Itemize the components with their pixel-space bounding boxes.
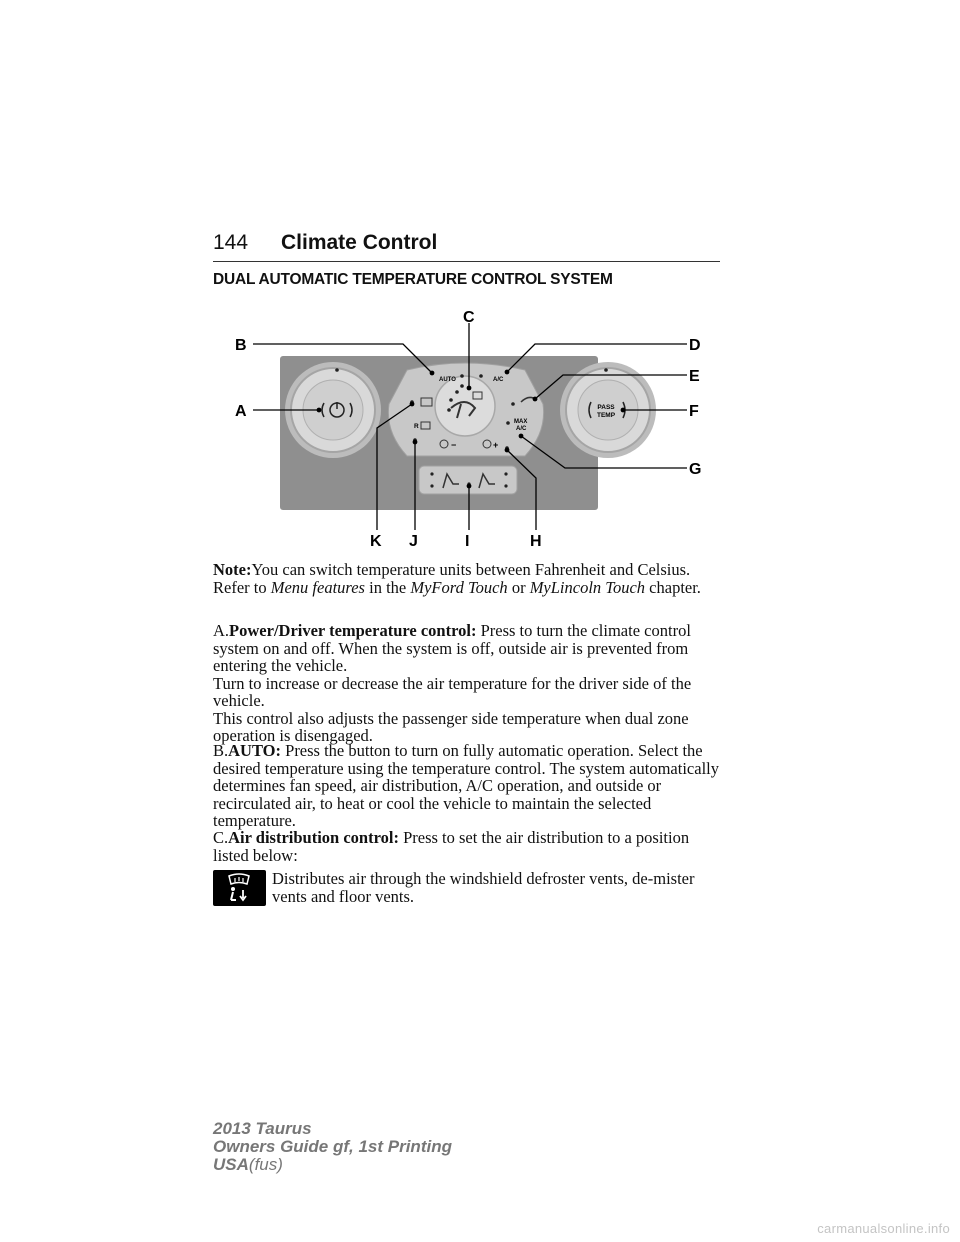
callout-b: B [235,337,247,354]
center-button-cluster [388,363,543,456]
ac-label: A/C [493,377,504,383]
header-rule [213,261,720,262]
auto-label: AUTO [439,377,456,383]
chapter-title: Climate Control [281,231,438,254]
note-text-3: or [507,577,530,597]
footer-line-3b: (fus) [248,1155,283,1174]
item-a-title: Power/Driver temperature control: [229,621,477,640]
max-ac-label-1: MAX [514,419,528,425]
climate-control-diagram [225,308,715,548]
footer-line-3a: USA [213,1155,249,1174]
note-paragraph [213,561,723,596]
item-a-letter: A. [213,621,230,640]
item-b-title: AUTO: [228,741,282,760]
footer-line-1: 2013 Taurus [213,1119,312,1138]
icon-description: Distributes air through the windshield defroster vents, de-mister vents and floor vents. [272,869,695,906]
item-c-text: Press to set the air distribution to a position listed below: [213,828,690,865]
page-number: 144 [213,231,249,254]
callout-c: C [463,309,475,326]
note-text-4: chapter. [645,577,701,597]
seat-controls [419,466,517,494]
callout-i: I [465,533,470,548]
item-c [213,829,723,864]
callout-a: A [235,403,247,420]
note-ref-mylincoln-touch: MyLincoln Touch [529,577,646,597]
page-footer [213,1120,452,1174]
item-c-letter: C. [213,828,229,847]
note-label: Note: [213,560,252,579]
note-text-1: You can switch temperature units between Fahrenheit and Celsius. Refer to [213,560,691,597]
item-b [213,742,723,830]
footer-line-2: Owners Guide gf, 1st Printing [213,1137,452,1156]
item-b-text: Press the button to turn on fully automatic operation. Select the desired temperature using the temperature control. The system automatically determines fan speed, air distribution, A/C operation, and outside or recirculated air, to heat or cool the vehicle to maintain the selected temperature. [213,741,719,830]
item-a-line2: Turn to increase or decrease the air temperature for the driver side of the vehicle. [213,673,692,710]
note-ref-myford-touch: MyFord Touch [410,577,508,597]
item-a-line3: This control also adjusts the passenger side temperature when dual zone operation is disengaged. [213,708,689,745]
callout-j: J [409,533,418,548]
section-heading: DUAL AUTOMATIC TEMPERATURE CONTROL SYSTEM [213,271,613,288]
note-ref-menu-features: Menu features [270,577,365,597]
fan-plus-label: + [493,440,499,450]
fan-minus-label: − [451,440,457,450]
callout-d: D [689,337,701,354]
rear-defrost-label: R [414,423,419,430]
callout-f: F [689,403,699,420]
callout-g: G [689,461,702,478]
windshield-defrost-floor-icon [213,870,266,906]
pass-temp-label-2: TEMP [596,412,616,419]
note-text-2: in the [364,577,411,597]
item-a-line1: Press to turn the climate control system on and off. When the system is off, outside air is prevented from entering the vehicle. [213,621,691,675]
callout-h: H [530,533,542,548]
callout-k: K [370,533,382,548]
item-a [213,622,723,745]
callout-e: E [689,368,700,385]
max-ac-label-2: A/C [516,426,527,432]
pass-temp-label-1: PASS [597,404,615,411]
item-c-title: Air distribution control: [228,828,399,847]
item-b-letter: B. [213,741,229,760]
watermark: carmanualsonline.info [817,1221,950,1236]
